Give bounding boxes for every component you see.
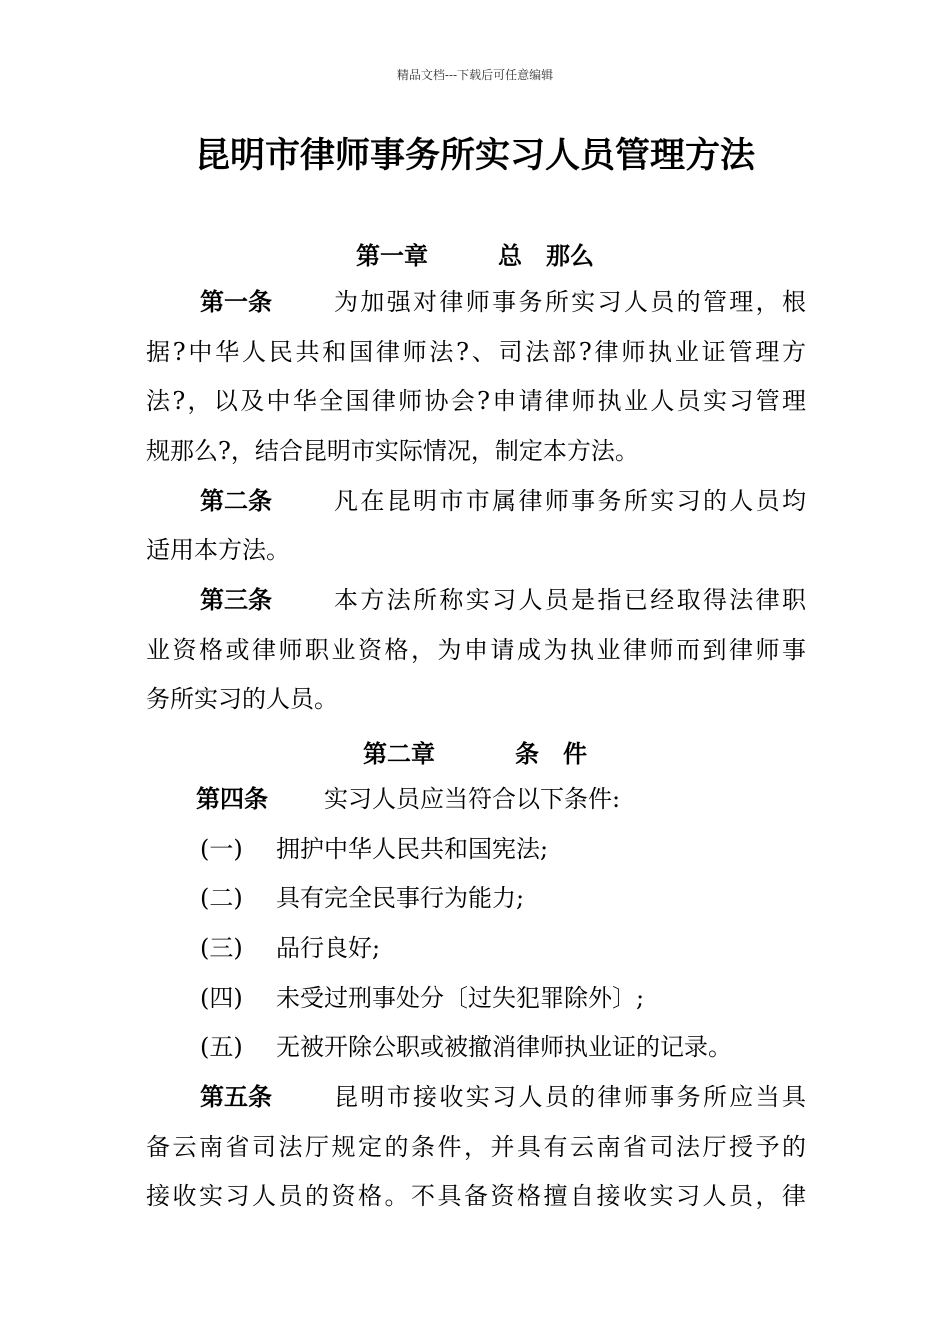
item-number: (五) [200, 1033, 243, 1061]
item-text: 无被开除公职或被撤消律师执业证的记录。 [276, 1033, 732, 1061]
article-label: 第二条 [200, 487, 272, 515]
article-label: 第五条 [200, 1083, 272, 1111]
chapter-number: 第一章 [356, 242, 428, 270]
document-title: 昆明市律师事务所实习人员管理方法 [194, 136, 755, 176]
article-2-line-2: 适用本方法。 [146, 536, 290, 564]
article-label: 第一条 [200, 288, 272, 316]
article-5-line-1 [146, 1082, 806, 1112]
item-number: (三) [200, 934, 243, 962]
condition-item-4 [200, 983, 860, 1013]
item-text: 拥护中华人民共和国宪法; [276, 835, 549, 863]
item-text: 未受过刑事处分〔过失犯罪除外〕; [276, 984, 645, 1012]
item-number: (四) [200, 984, 243, 1012]
article-3-line-3: 务所实习的人员。 [146, 685, 338, 713]
item-text: 品行良好; [276, 934, 381, 962]
chapter-heading-1 [0, 236, 950, 271]
article-text: 实习人员应当符合以下条件: [324, 785, 621, 813]
article-text: 昆明市接收实习人员的律师事务所应当具 [334, 1083, 806, 1111]
article-2-line-1 [146, 486, 806, 516]
condition-item-1 [200, 834, 860, 864]
chapter-number: 第二章 [363, 740, 435, 768]
condition-item-5 [200, 1032, 860, 1062]
page-header: 精品文档---下载后可任意编辑 [396, 68, 554, 82]
article-text: 为加强对律师事务所实习人员的管理，根 [334, 288, 806, 316]
article-1-line-3: 法?，以及中华全国律师协会?申请律师执业人员实习管理 [146, 387, 806, 415]
article-text: 凡在昆明市市属律师事务所实习的人员均 [334, 487, 806, 515]
article-label: 第四条 [196, 785, 268, 813]
item-number: (一) [200, 835, 243, 863]
item-text: 具有完全民事行为能力; [276, 884, 525, 912]
article-label: 第三条 [200, 586, 272, 614]
article-text: 本方法所称实习人员是指已经取得法律职 [334, 586, 806, 614]
article-1-line-1 [146, 287, 806, 317]
chapter-name: 条 件 [515, 740, 587, 768]
article-1-line-4: 规那么?，结合昆明市实际情况，制定本方法。 [146, 437, 639, 465]
article-1-line-2: 据?中华人民共和国律师法?、司法部?律师执业证管理方 [146, 338, 806, 366]
article-5-line-3: 接收实习人员的资格。不具备资格擅自接收实习人员，律 [146, 1182, 806, 1210]
item-number: (二) [200, 884, 243, 912]
chapter-name: 总 那么 [498, 242, 594, 270]
condition-item-2 [200, 883, 860, 913]
chapter-heading-2 [0, 734, 950, 769]
article-3-line-1 [146, 585, 806, 615]
article-4-line-1 [146, 784, 806, 814]
article-3-line-2: 业资格或律师职业资格，为申请成为执业律师而到律师事 [146, 636, 806, 664]
condition-item-3 [200, 933, 860, 963]
article-5-line-2: 备云南省司法厅规定的条件，并具有云南省司法厅授予的 [146, 1133, 806, 1161]
